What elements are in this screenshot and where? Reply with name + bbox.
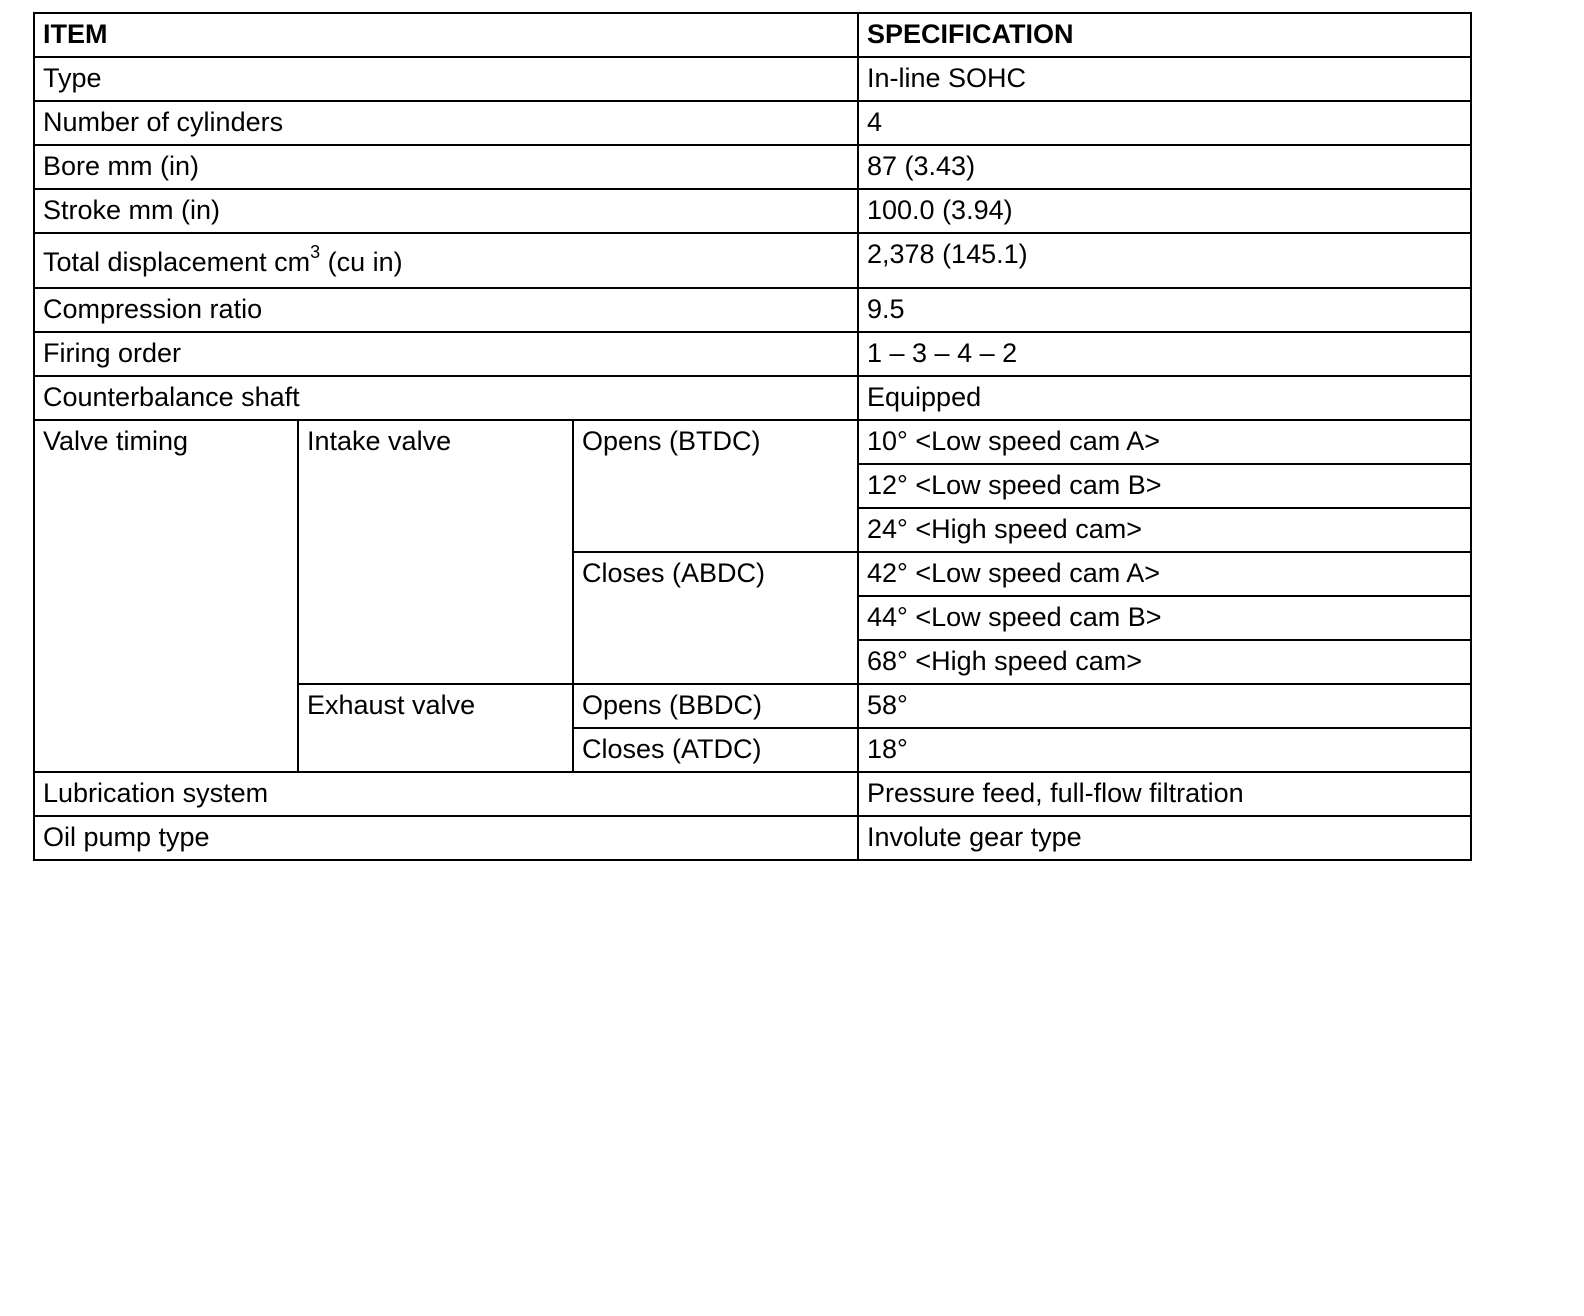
item-column-header: ITEM bbox=[34, 13, 858, 57]
spec-cell: 68° <High speed cam> bbox=[858, 640, 1471, 684]
spec-cell: Equipped bbox=[858, 376, 1471, 420]
exhaust-closes-label: Closes (ATDC) bbox=[573, 728, 858, 772]
item-cell bbox=[34, 233, 858, 288]
table-header-row bbox=[34, 13, 1471, 57]
table-row bbox=[34, 420, 1471, 464]
intake-opens-label: Opens (BTDC) bbox=[573, 420, 858, 552]
exhaust-opens-label: Opens (BBDC) bbox=[573, 684, 858, 728]
spec-cell: 9.5 bbox=[858, 288, 1471, 332]
spec-cell: Pressure feed, full-flow filtration bbox=[858, 772, 1471, 816]
spec-cell: Involute gear type bbox=[858, 816, 1471, 860]
spec-cell: 12° <Low speed cam B> bbox=[858, 464, 1471, 508]
table-row bbox=[34, 332, 1471, 376]
valve-timing-label: Valve timing bbox=[34, 420, 298, 772]
cut-off-text-fragment bbox=[44, 0, 51, 6]
table-row bbox=[34, 376, 1471, 420]
spec-cell: 87 (3.43) bbox=[858, 145, 1471, 189]
displacement-label bbox=[43, 242, 403, 277]
cubic-superscript: 3 bbox=[310, 242, 321, 262]
table-row bbox=[34, 101, 1471, 145]
intake-valve-label: Intake valve bbox=[298, 420, 573, 684]
table-row bbox=[34, 233, 1471, 288]
table-row bbox=[34, 57, 1471, 101]
engine-specification-table bbox=[33, 12, 1472, 861]
spec-cell: 42° <Low speed cam A> bbox=[858, 552, 1471, 596]
spec-cell: 58° bbox=[858, 684, 1471, 728]
table-row bbox=[34, 772, 1471, 816]
item-cell: Number of cylinders bbox=[34, 101, 858, 145]
spec-cell: 10° <Low speed cam A> bbox=[858, 420, 1471, 464]
table-row bbox=[34, 189, 1471, 233]
intake-closes-label: Closes (ABDC) bbox=[573, 552, 858, 684]
item-cell: Counterbalance shaft bbox=[34, 376, 858, 420]
item-cell: Bore mm (in) bbox=[34, 145, 858, 189]
spec-cell: In-line SOHC bbox=[858, 57, 1471, 101]
spec-cell: 44° <Low speed cam B> bbox=[858, 596, 1471, 640]
exhaust-valve-label: Exhaust valve bbox=[298, 684, 573, 772]
table-row bbox=[34, 816, 1471, 860]
spec-cell: 18° bbox=[858, 728, 1471, 772]
table-row bbox=[34, 288, 1471, 332]
item-cell: Firing order bbox=[34, 332, 858, 376]
spec-cell: 4 bbox=[858, 101, 1471, 145]
displacement-label-main: Total displacement cm bbox=[43, 247, 311, 277]
displacement-label-unit: (cu in) bbox=[320, 247, 403, 277]
spec-cell: 2,378 (145.1) bbox=[858, 233, 1471, 288]
spec-cell: 100.0 (3.94) bbox=[858, 189, 1471, 233]
specification-column-header: SPECIFICATION bbox=[858, 13, 1471, 57]
item-cell: Lubrication system bbox=[34, 772, 858, 816]
item-cell: Stroke mm (in) bbox=[34, 189, 858, 233]
item-cell: Oil pump type bbox=[34, 816, 858, 860]
item-cell: Type bbox=[34, 57, 858, 101]
spec-cell: 24° <High speed cam> bbox=[858, 508, 1471, 552]
table-row bbox=[34, 145, 1471, 189]
spec-cell: 1 – 3 – 4 – 2 bbox=[858, 332, 1471, 376]
item-cell: Compression ratio bbox=[34, 288, 858, 332]
